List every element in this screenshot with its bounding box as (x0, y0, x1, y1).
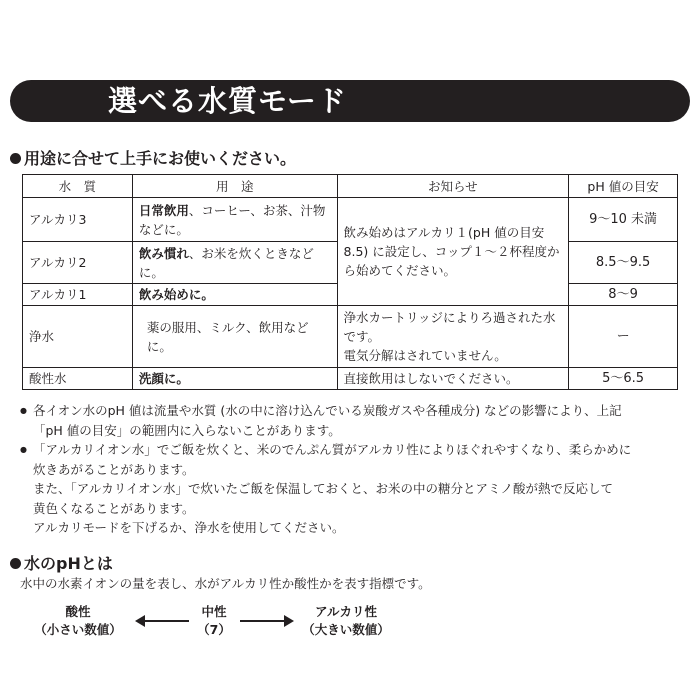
table-row (23, 368, 678, 390)
use-cell (132, 368, 337, 390)
ph-description: 水中の水素イオンの量を表し、水がアルカリ性か酸性かを表す指標です。 (20, 576, 431, 591)
neutral-label-group (188, 603, 240, 639)
ph-cell: 9～10 未満 (569, 198, 678, 242)
alkaline-sub: （大きい数値） (302, 622, 390, 637)
note-bullet: ● (20, 406, 27, 415)
use-bold: 飲み慣れ (138, 245, 189, 261)
list-item (20, 401, 688, 440)
acid-label: 酸性 (65, 604, 91, 619)
use-bold: 洗顔に。 (138, 371, 189, 386)
table-row (23, 198, 678, 242)
alkaline-label-group (290, 603, 402, 639)
use-cell (132, 198, 337, 242)
notice-cell-alkaline: 飲み始めはアルカリ１(pH 値の目安8.5) に設定し、コップ１～２杯程度から始めてください。 (337, 198, 569, 306)
use-cell (132, 242, 337, 284)
section-heading-ph (10, 551, 113, 574)
use-text: 、お米を炊くときなどに。 (138, 245, 314, 280)
water-mode-table (22, 174, 678, 390)
neutral-label: 中性 (201, 604, 227, 619)
acid-label-group (22, 603, 134, 639)
use-text: 、コーヒー、お茶、汁物などに。 (138, 202, 326, 237)
note-bullet: ● (20, 445, 27, 454)
notes-list (20, 401, 688, 538)
title-banner (10, 80, 690, 122)
bullet-icon (10, 153, 21, 164)
mode-cell: アルカリ1 (23, 284, 133, 306)
note-text: 各イオン水のpH 値は流量や水質 (水の中に溶け込んでいる炭酸ガスや各種成分) などの影響により、上記 「pH 値の目安」の範囲内に入らないことがあります。 (33, 403, 622, 438)
notice-cell-acidic: 直接飲用はしないでください。 (337, 368, 569, 390)
section-heading-usage-text: 用途に合せて上手にお使いください。 (24, 149, 297, 168)
ph-cell: 8～9 (569, 284, 678, 306)
list-item (20, 440, 688, 538)
use-cell (132, 284, 337, 306)
header-ph: pH 値の目安 (569, 175, 678, 198)
neutral-sub: （7） (197, 622, 231, 637)
ph-cell: 5～6.5 (569, 368, 678, 390)
use-cell (132, 306, 337, 368)
left-arrow-icon (135, 614, 189, 628)
section-heading-usage (10, 146, 296, 169)
bullet-icon (10, 558, 21, 569)
mode-cell: アルカリ3 (23, 198, 133, 242)
acid-sub: （小さい数値） (34, 622, 122, 637)
notice-cell-purified: 浄水カートリッジによりろ過された水です。 電気分解はされていません。 (337, 306, 569, 368)
section-heading-ph-text: 水のpHとは (24, 554, 113, 573)
ph-cell: 8.5～9.5 (569, 242, 678, 284)
use-bold: 日常飲用 (138, 202, 189, 218)
table-header-row (23, 175, 678, 198)
use-text: 薬の服用、ミルク、飲用などに。 (146, 319, 309, 354)
alkaline-label: アルカリ性 (314, 604, 377, 619)
mode-cell: 酸性水 (23, 368, 133, 390)
mode-cell: 浄水 (23, 306, 133, 368)
header-mode: 水 質 (23, 175, 133, 198)
right-arrow-icon (240, 614, 294, 628)
mode-cell: アルカリ2 (23, 242, 133, 284)
page-title: 選べる水質モード (108, 84, 347, 118)
table-row (23, 306, 678, 368)
ph-cell: ー (569, 306, 678, 368)
use-bold: 飲み始めに。 (138, 287, 214, 302)
note-text: 「アルカリイオン水」でご飯を炊くと、米のでんぷん質がアルカリ性によりほぐれやすくなり、柔らかめに 炊きあがることがあります。 また、「アルカリイオン水」で炊いたご飯を保温しておくと、お米の中の糖分とアミノ酸が熱で反応して 黄色くなることがあります。 アルカリモードを下げるか、浄水を使用してください。 (33, 442, 632, 535)
header-notice: お知らせ (337, 175, 569, 198)
header-use: 用 途 (132, 175, 337, 198)
